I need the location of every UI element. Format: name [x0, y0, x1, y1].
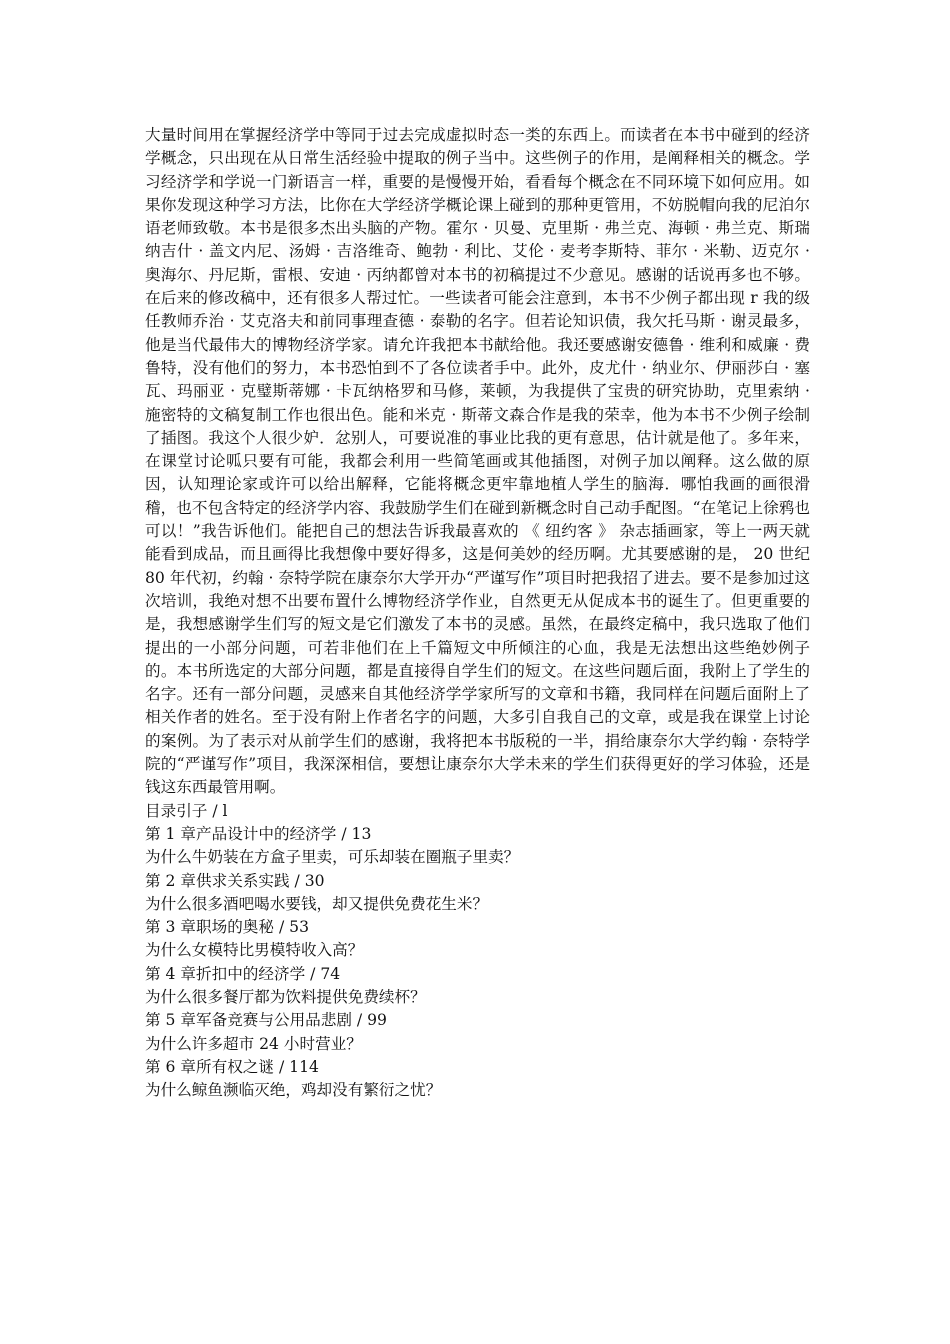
toc-chapter-5: 第 5 章军备竞赛与公用品悲剧 / 99 — [145, 1011, 387, 1030]
toc-chapter-2: 第 2 章供求关系实践 / 30 — [145, 871, 325, 890]
toc-chapter-3-question: 为什么女模特比男模特收入高？ — [145, 941, 364, 960]
toc-chapter-6: 第 6 章所有权之谜 / 114 — [145, 1057, 319, 1076]
toc-chapter-4-question: 为什么很多餐厅都为饮料提供免费续杯？ — [145, 987, 426, 1006]
toc-contents-heading: 目录引子 / l — [145, 801, 228, 820]
acknowledgements-paragraph: 大量时间用在掌握经济学中等同于过去完成虚拟时态一类的东西上。而读者在本书中碰到的经济学概念，只出现在从日常生活经验中提取的例子当中。这些例子的作用，是阐释相关的概念。学习经济学和学说一门新语言一样，重要的是慢慢开始，看看每个概念在不同环境下如何应用。如果你发现这种学习方法，比你在大学经济学概论课上碰到的那种更管用，不妨脱帽向我的尼泊尔语老师致敬。本书是很多杰出头脑的产物。霍尔 · 贝曼、克里斯 · 弗兰克、海顿 · 弗兰克、斯瑞纳吉什 · 盖文内尼、汤姆 · 吉洛维奇、鲍勃 · 利比、艾伦 · 麦考李斯特、菲尔 · 米勒、迈克尔 · 奥海尔、丹尼斯，雷根、安迪 · 丙纳都曾对本书的初稿提过不少意见。感谢的话说再多也不够。在后来的修改稿中，还有很多人帮过忙。一些读者可能会注意到，本书不少例子都出现 r 我的级任教师乔治 · 艾克洛夫和前同事理查德 · 泰勒的名字。但若论知识债，我欠托马斯 · 谢灵最多，他是当代最伟大的博物经济学家。请允许我把本书献给他。我还要感谢安德鲁 · 维利和威廉 · 费鲁特，没有他们的努力，本书恐怕到不了各位读者手中。此外，皮尤什 · 纳业尔、伊丽莎白 · 塞瓦、玛丽亚 · 克璧斯蒂娜 · 卡瓦纳格罗和马修，莱顿，为我提供了宝贵的研究协助，克里索纳 · 施密特的文稿复制工作也很出色。能和米克 · 斯蒂文森合作是我的荣幸，他为本书不少例子绘制了插图。我这个人很少妒．忿别人，可要说准的事业比我的更有意思，估计就是他了。多年来，在课堂讨论呱只要有可能，我都会利用一些简笔画或其他插图，对例子加以阐释。这么做的原因，认知理论家或许可以给出解释，它能将概念更牢靠地植人学生的脑海．哪怕我画的画很滑稽，也不包含特定的经济学内容、我鼓励学生们在碰到新概念时自己动手配图。“在笔记上徐鸦也可以！”我告诉他们。能把自己的想法告诉我最喜欢的 《 纽约客 》 杂志插画家，等上一两天就能看到成品，而且画得比我想像中要好得多，这是何美妙的经历啊。尤其要感谢的是， 20 世纪 80 年代初，约翰 · 奈特学院在康奈尔大学开办“严谨写作”项目时把我招了进去。要不是参加过这次培训，我绝对想不出要布置什么博物经济学作业，自然更无从促成本书的诞生了。但更重要的是，我想感谢学生们写的短文是它们激发了本书的灵感。虽然，在最终定稿中，我只选取了他们提出的一小部分问题，可若非他们在上千篇短文中所倾注的心血，我是无法想出这些绝妙例子的。本书所选定的大部分问题，都是直接得自学生们的短文。在这些问题后面，我附上了学生的名字。还有一部分问题，灵感来自其他经济学学家所写的文章和书籍，我同样在问题后面附上了相关作者的姓名。至于没有附上作者名字的问题，大多引自我自己的文章，或是我在课堂上讨论的案例。为了表示对从前学生们的感谢，我将把本书版税的一半，捐给康奈尔大学约翰 · 奈特学院的“严谨写作”项目，我深深相信，要想让康奈尔大学未来的学生们获得更好的学习体验，还是钱这东西最管用啊。 — [145, 126, 810, 797]
toc-chapter-6-question: 为什么鲸鱼濒临灭绝，鸡却没有繁衍之忧？ — [145, 1081, 442, 1100]
table-of-contents — [145, 800, 810, 1103]
toc-chapter-2-question: 为什么很多酒吧喝水要钱，却又提供免费花生米？ — [145, 894, 489, 913]
toc-chapter-1: 第 1 章产品设计中的经济学 / 13 — [145, 824, 372, 843]
toc-chapter-4: 第 4 章折扣中的经济学 / 74 — [145, 964, 341, 983]
toc-chapter-5-question: 为什么许多超市 24 小时营业？ — [145, 1034, 362, 1053]
toc-chapter-3: 第 3 章职场的奥秘 / 53 — [145, 918, 310, 937]
document-page — [145, 124, 810, 1102]
toc-chapter-1-question: 为什么牛奶装在方盒子里卖，可乐却装在圈瓶子里卖？ — [145, 848, 520, 867]
